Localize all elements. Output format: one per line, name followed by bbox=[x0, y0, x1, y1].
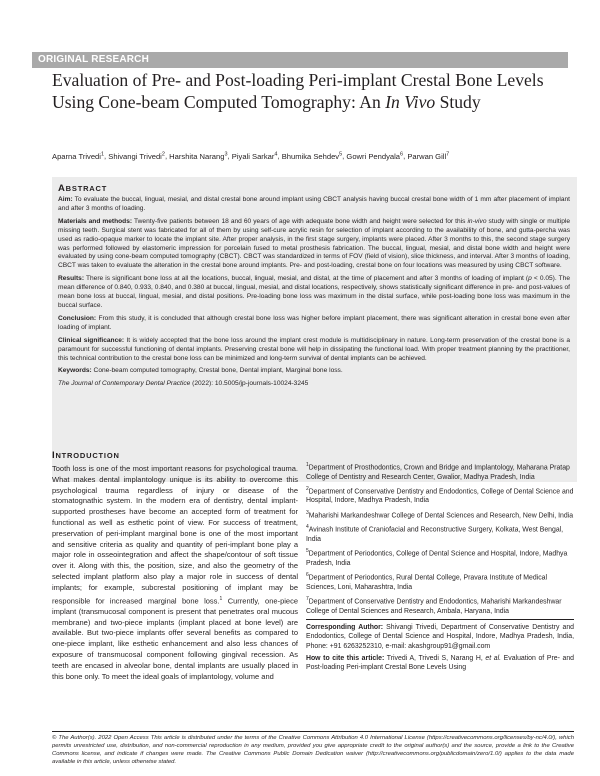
affiliation-item: $^2$Department of Conservative Dentistry and Endodontics, College of Dental Science and Hospital, Indore, Madhya Pradesh, India bbox=[306, 485, 574, 505]
abstract-box bbox=[52, 177, 577, 482]
affiliation-item: $^4$Avinash Institute of Craniofacial and Reconstructive Surgery, Kolkata, West Bengal, India bbox=[306, 524, 564, 543]
article-type-banner: ORIGINAL RESEARCH bbox=[32, 52, 568, 68]
abstract-clinical-significance: Clinical significance: It is widely accepted that the bone loss around the implant crest module is multidisciplinary in nature. Long-term preservation of the crestal bone is a paramount for successful functioning of dental implants. Preserving crestal bone will help in dissipating the functional load. With proper treatment planning by the practitioner, this technical contribution to the crestal bone loss can be minimized and long-term survival of dental implants can be achieved. bbox=[58, 336, 571, 362]
how-to-cite: How to cite this article: Trivedi A, Trivedi S, Narang H, et al. Evaluation of Pre- and Post-loading Peri-implant Crestal Bone Levels Using bbox=[306, 654, 574, 672]
abstract-aim: Aim: To evaluate the buccal, lingual, mesial, and distal crestal bone around implant using CBCT analysis having buccal crestal bone width of 1 mm after placement of implant and after 3 months of loading. bbox=[58, 196, 570, 212]
title-end: Study bbox=[435, 92, 481, 112]
title-main: Evaluation of Pre- and Post-loading Peri-implant Crestal Bone Levels Using Cone-beam Computed Tomography: An bbox=[52, 70, 544, 112]
license-text: © The Author(s). 2022 Open Access This article is distributed under the terms of the Creative Commons Attribution 4.0 International License (https://creativecommons.org/licenses/by-nc/4.0/), which permits unrestricted use, distribution, and non-commercial reproduction in any medium, provided you give appropriate credit to the original author(s) and the source, provide a link to the Creative Commons license, and indicate if changes were made. The Creative Commons Public Domain Dedication waiver (http://creativecommons.org/publicdomain/zero/1.0/) applies to the data made available in this article, unless otherwise stated. bbox=[52, 735, 574, 765]
affiliation-item: $^1$Department of Prosthodontics, Crown and Bridge and Implantology, Maharana Pratap College of Dentistry and Research Center, Gwalior, Madhya Pradesh, India bbox=[306, 462, 570, 481]
abstract-conclusion: Conclusion: From this study, it is concluded that although crestal bone loss was higher before implant placement, there was significant alteration in crestal bone even after loading of implant. bbox=[58, 314, 570, 331]
affiliation-item: $^6$Department of Periodontics, Rural Dental College, Pravara Institute of Medical Sciences, Loni, Maharashtra, India bbox=[306, 572, 548, 591]
journal-citation: The Journal of Contemporary Dental Practice (2022): 10.5005/jp-journals-10024-3245 bbox=[58, 380, 309, 388]
title-italic: In Vivo bbox=[385, 92, 436, 112]
author: Piyali Sarkar$^4$ bbox=[231, 151, 278, 161]
author-list: Aparna Trivedi$^1$, Shivangi Trivedi$^2$, Harshita Narang$^3$, Piyali Sarkar$^4$, Bhumika Sehdev$^5$, Gowri Pendyala$^6$, Parwan Gill$^7$ bbox=[52, 151, 450, 161]
license-footer bbox=[52, 731, 574, 766]
affiliation-item: $^7$Department of Conservative Dentistry and Endodontics, Maharishi Markandeshwar College of Dental Sciences and Research, Ambala, Haryana, India bbox=[306, 596, 562, 615]
introduction-heading: INTRODUCTION bbox=[52, 450, 120, 461]
affiliation-item: $^3$Maharishi Markandeshwar College of Dental Sciences and Research, New Delhi, India bbox=[306, 509, 574, 520]
affiliation-item: $^5$Department of Periodontics, College of Dental Science and Hospital, Indore, Madhya Pradesh, India bbox=[306, 548, 568, 567]
author: Aparna Trivedi$^1$ bbox=[52, 151, 105, 161]
corresponding-author: Corresponding Author: Shivangi Trivedi, Department of Conservative Dentistry and Endodontics, College of Dental Science and Hospital, Indore, Madhya Pradesh, India, Phone: +91 6263252310, e-mail: akashgroup91@gmail.com bbox=[306, 623, 574, 650]
author: Bhumika Sehdev$^5$ bbox=[281, 151, 343, 161]
abstract-methods: Materials and methods: Twenty-five patients between 18 and 60 years of age with adequate bone width and height were selected for this in-vivo study with single or multiple missing teeth. Surgical stent was fabricated for all of them by using self-cure acrylic resin for selection of implant according to the availability of bone, and gutta-percha was used as radio-opaque marker to locate the implant site. After proper analysis, in the first stage surgery, implants were placed. After 3 months to this, the second stage surgery was performed followed by elastomeric impression for porcelain fused to metal prosthesis fabrication. The buccal, lingual, mesial, and distal bone width and height were evaluated by using cone-beam computed tomography (CBCT). CBCT was standardized in terms of FOV (field of vision), slice thickness, and interval. After 3 months of loading, CBCT was taken to evaluate the alteration in the crestal bone around implants. Pre- and post-loading, crestal bone on four locations was measured by using CBCT software. bbox=[58, 217, 570, 270]
divider bbox=[306, 619, 574, 620]
abstract-keywords: Keywords: Cone-beam computed tomography, Crestal bone, Dental implant, Marginal bone loss. bbox=[58, 367, 343, 375]
article-title bbox=[52, 69, 562, 113]
affiliations bbox=[306, 461, 574, 675]
author: Parwan Gill$^7$ bbox=[407, 151, 450, 161]
footer-divider bbox=[52, 731, 574, 732]
author: Harshita Narang$^3$ bbox=[169, 151, 228, 161]
author: Gowri Pendyala$^6$ bbox=[346, 151, 404, 161]
abstract-heading: ABSTRACT bbox=[58, 183, 108, 194]
introduction-text: Tooth loss is one of the most important reasons for psychological trauma. What makes dental implantology unique is its ability to overcome this psychological trauma regardless of injury or disease of the stomatognathic system. In the modern era of dentistry, dental implant-supported prostheses have become an accepted form of treatment for functional as well as esthetic point of view. For success of treatment, preservation of peri-implant marginal bone is one of the most important and sensitive criteria as quality and quantity of peri-implant bone play a major role in osseointegration and affect the shape/contour of soft tissue over it. Along with this, the position, size, and also the geometry of the selected implant platform also play a major role in success of dental implants; for example, subcrestal positioning of implant may be responsible for increased marginal bone loss.$^1$ Currently, one-piece implant (transmucosal component is present that penetrates oral mucous membrane) and two-piece implants (implant placed at bone level) are available. But two-piece implants offer several benefits as compared to one-piece implant, like esthetic enhancement and also less chances of exposure of transmucosal component following gingival recession. As teeth are encased in alveolar bone, dental implants are usually placed in this bone only. To meet the ideal goals of implantology, volume and bbox=[52, 464, 298, 681]
author: Shivangi Trivedi$^2$ bbox=[108, 151, 165, 161]
abstract-results: Results: There is significant bone loss at all the locations, buccal, lingual, mesial, and distal, at the time of placement and after 3 months of loading of implant (p < 0.05). The mean difference of 0.840, 0.933, 0.840, and 0.380 at buccal, lingual, mesial, and distal locations, respectively, shows statistically significant difference in pre- and post-values of mean bone loss at buccal, lingual, mesial, and distal positions. Pre-loading bone loss was maximum in the distal surface, while post-loading bone loss was maximum in the buccal surface. bbox=[58, 275, 571, 309]
